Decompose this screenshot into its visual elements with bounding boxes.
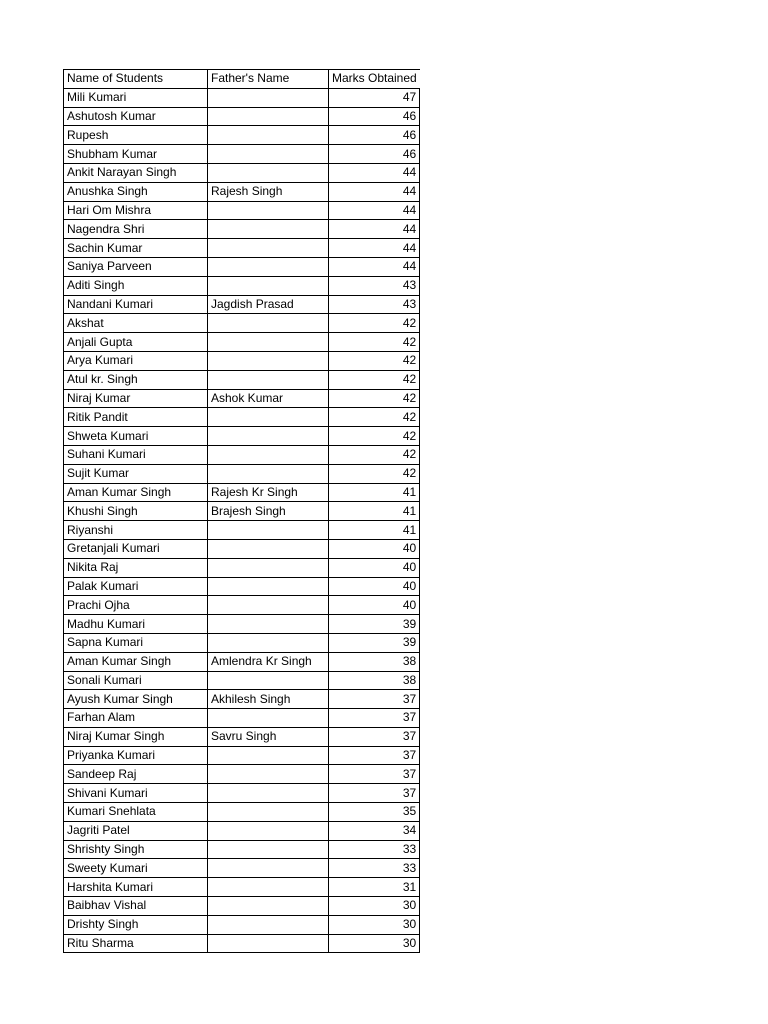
table-row [64, 445, 420, 464]
table-row [64, 502, 420, 521]
table-row [64, 596, 420, 615]
father-name-cell [208, 840, 329, 859]
father-name-cell [208, 333, 329, 352]
table-row [64, 107, 420, 126]
table-body [64, 70, 420, 953]
table-row [64, 370, 420, 389]
table-row [64, 633, 420, 652]
father-name-cell [208, 521, 329, 540]
table-row [64, 878, 420, 897]
marks-cell: 42 [329, 427, 420, 446]
marks-cell: 42 [329, 314, 420, 333]
marks-cell: 43 [329, 276, 420, 295]
marks-cell: 37 [329, 765, 420, 784]
marks-cell: 40 [329, 539, 420, 558]
student-name-cell: Ashutosh Kumar [64, 107, 208, 126]
student-name-cell: Nagendra Shri [64, 220, 208, 239]
table-row [64, 276, 420, 295]
table-row [64, 220, 420, 239]
student-name-cell: Gretanjali Kumari [64, 539, 208, 558]
table-row [64, 295, 420, 314]
father-name-cell [208, 784, 329, 803]
marks-cell: 41 [329, 521, 420, 540]
marks-cell: 38 [329, 652, 420, 671]
student-name-cell: Drishty Singh [64, 915, 208, 934]
student-name-cell: Khushi Singh [64, 502, 208, 521]
table-row [64, 765, 420, 784]
father-name-cell [208, 934, 329, 953]
student-name-cell: Akshat [64, 314, 208, 333]
marks-cell: 42 [329, 333, 420, 352]
table-row [64, 408, 420, 427]
marks-cell: 35 [329, 803, 420, 822]
student-name-cell: Anushka Singh [64, 182, 208, 201]
marks-cell: 43 [329, 295, 420, 314]
student-name-cell: Arya Kumari [64, 351, 208, 370]
student-name-cell: Mili Kumari [64, 88, 208, 107]
student-name-cell: Sonali Kumari [64, 671, 208, 690]
student-marks-table [63, 69, 420, 953]
table-row [64, 577, 420, 596]
marks-cell: 33 [329, 840, 420, 859]
father-name-cell [208, 427, 329, 446]
father-name-cell: Jagdish Prasad [208, 295, 329, 314]
student-name-cell: Aman Kumar Singh [64, 483, 208, 502]
marks-cell: 31 [329, 878, 420, 897]
father-name-cell: Rajesh Kr Singh [208, 483, 329, 502]
student-name-cell: Sujit Kumar [64, 464, 208, 483]
father-name-cell [208, 671, 329, 690]
table-row [64, 182, 420, 201]
father-name-cell: Rajesh Singh [208, 182, 329, 201]
table-row [64, 558, 420, 577]
father-name-cell [208, 107, 329, 126]
table-row [64, 784, 420, 803]
father-name-cell [208, 821, 329, 840]
student-name-cell: Shrishty Singh [64, 840, 208, 859]
father-name-cell: Akhilesh Singh [208, 690, 329, 709]
header-marks-obtained: Marks Obtained [329, 70, 420, 89]
header-fathers-name: Father's Name [208, 70, 329, 89]
marks-cell: 42 [329, 370, 420, 389]
father-name-cell [208, 257, 329, 276]
student-name-cell: Sapna Kumari [64, 633, 208, 652]
student-name-cell: Shweta Kumari [64, 427, 208, 446]
marks-cell: 37 [329, 784, 420, 803]
father-name-cell [208, 88, 329, 107]
table-row [64, 88, 420, 107]
father-name-cell: Ashok Kumar [208, 389, 329, 408]
table-row [64, 145, 420, 164]
father-name-cell [208, 765, 329, 784]
student-name-cell: Madhu Kumari [64, 615, 208, 634]
father-name-cell [208, 539, 329, 558]
marks-cell: 37 [329, 727, 420, 746]
student-name-cell: Priyanka Kumari [64, 746, 208, 765]
father-name-cell [208, 803, 329, 822]
table-row [64, 897, 420, 916]
father-name-cell: Brajesh Singh [208, 502, 329, 521]
marks-cell: 37 [329, 746, 420, 765]
marks-cell: 44 [329, 257, 420, 276]
table-row [64, 257, 420, 276]
student-name-cell: Sachin Kumar [64, 239, 208, 258]
student-name-cell: Sweety Kumari [64, 859, 208, 878]
student-name-cell: Nikita Raj [64, 558, 208, 577]
marks-cell: 44 [329, 182, 420, 201]
student-name-cell: Ankit Narayan Singh [64, 163, 208, 182]
father-name-cell [208, 577, 329, 596]
father-name-cell: Savru Singh [208, 727, 329, 746]
student-name-cell: Ritik Pandit [64, 408, 208, 427]
table-row [64, 709, 420, 728]
student-name-cell: Hari Om Mishra [64, 201, 208, 220]
student-name-cell: Saniya Parveen [64, 257, 208, 276]
father-name-cell [208, 464, 329, 483]
table-row [64, 201, 420, 220]
marks-cell: 47 [329, 88, 420, 107]
father-name-cell [208, 220, 329, 239]
father-name-cell [208, 239, 329, 258]
table-row [64, 314, 420, 333]
marks-cell: 40 [329, 577, 420, 596]
student-name-cell: Prachi Ojha [64, 596, 208, 615]
marks-cell: 41 [329, 502, 420, 521]
marks-cell: 46 [329, 107, 420, 126]
table-row [64, 671, 420, 690]
table-row [64, 163, 420, 182]
marks-cell: 42 [329, 351, 420, 370]
father-name-cell [208, 351, 329, 370]
father-name-cell [208, 126, 329, 145]
marks-cell: 30 [329, 934, 420, 953]
marks-cell: 30 [329, 897, 420, 916]
father-name-cell [208, 145, 329, 164]
table-row [64, 840, 420, 859]
student-name-cell: Palak Kumari [64, 577, 208, 596]
marks-cell: 39 [329, 633, 420, 652]
student-name-cell: Aman Kumar Singh [64, 652, 208, 671]
student-name-cell: Baibhav Vishal [64, 897, 208, 916]
marks-cell: 40 [329, 558, 420, 577]
table-row [64, 389, 420, 408]
table-row [64, 727, 420, 746]
table-row [64, 803, 420, 822]
marks-cell: 34 [329, 821, 420, 840]
student-name-cell: Shubham Kumar [64, 145, 208, 164]
table-row [64, 333, 420, 352]
father-name-cell [208, 633, 329, 652]
table-row [64, 690, 420, 709]
father-name-cell [208, 596, 329, 615]
student-name-cell: Suhani Kumari [64, 445, 208, 464]
father-name-cell [208, 878, 329, 897]
table-row [64, 427, 420, 446]
table-row [64, 239, 420, 258]
father-name-cell [208, 746, 329, 765]
marks-cell: 44 [329, 201, 420, 220]
marks-cell: 30 [329, 915, 420, 934]
father-name-cell [208, 370, 329, 389]
table-row [64, 615, 420, 634]
table-row [64, 821, 420, 840]
student-name-cell: Nandani Kumari [64, 295, 208, 314]
father-name-cell [208, 314, 329, 333]
student-name-cell: Niraj Kumar Singh [64, 727, 208, 746]
student-name-cell: Farhan Alam [64, 709, 208, 728]
marks-cell: 42 [329, 464, 420, 483]
student-name-cell: Shivani Kumari [64, 784, 208, 803]
father-name-cell [208, 163, 329, 182]
table-row [64, 746, 420, 765]
student-name-cell: Ritu Sharma [64, 934, 208, 953]
father-name-cell [208, 615, 329, 634]
student-name-cell: Sandeep Raj [64, 765, 208, 784]
father-name-cell [208, 276, 329, 295]
marks-cell: 41 [329, 483, 420, 502]
father-name-cell [208, 709, 329, 728]
marks-cell: 44 [329, 163, 420, 182]
header-name-of-students: Name of Students [64, 70, 208, 89]
table-row [64, 859, 420, 878]
table-row [64, 934, 420, 953]
marks-cell: 37 [329, 690, 420, 709]
student-marks-sheet [63, 69, 420, 953]
table-row [64, 652, 420, 671]
marks-cell: 33 [329, 859, 420, 878]
marks-cell: 42 [329, 445, 420, 464]
marks-cell: 38 [329, 671, 420, 690]
father-name-cell [208, 897, 329, 916]
father-name-cell [208, 408, 329, 427]
father-name-cell [208, 859, 329, 878]
marks-cell: 42 [329, 389, 420, 408]
marks-cell: 39 [329, 615, 420, 634]
table-row [64, 464, 420, 483]
student-name-cell: Jagriti Patel [64, 821, 208, 840]
father-name-cell: Amlendra Kr Singh [208, 652, 329, 671]
table-row [64, 126, 420, 145]
father-name-cell [208, 558, 329, 577]
marks-cell: 46 [329, 145, 420, 164]
student-name-cell: Harshita Kumari [64, 878, 208, 897]
father-name-cell [208, 201, 329, 220]
student-name-cell: Aditi Singh [64, 276, 208, 295]
father-name-cell [208, 445, 329, 464]
marks-cell: 44 [329, 220, 420, 239]
marks-cell: 42 [329, 408, 420, 427]
table-row [64, 351, 420, 370]
father-name-cell [208, 915, 329, 934]
marks-cell: 44 [329, 239, 420, 258]
table-row [64, 915, 420, 934]
student-name-cell: Anjali Gupta [64, 333, 208, 352]
student-name-cell: Rupesh [64, 126, 208, 145]
marks-cell: 37 [329, 709, 420, 728]
student-name-cell: Riyanshi [64, 521, 208, 540]
marks-cell: 40 [329, 596, 420, 615]
student-name-cell: Atul kr. Singh [64, 370, 208, 389]
table-row [64, 483, 420, 502]
student-name-cell: Niraj Kumar [64, 389, 208, 408]
table-row [64, 521, 420, 540]
marks-cell: 46 [329, 126, 420, 145]
student-name-cell: Ayush Kumar Singh [64, 690, 208, 709]
table-row [64, 539, 420, 558]
table-header-row [64, 70, 420, 89]
student-name-cell: Kumari Snehlata [64, 803, 208, 822]
